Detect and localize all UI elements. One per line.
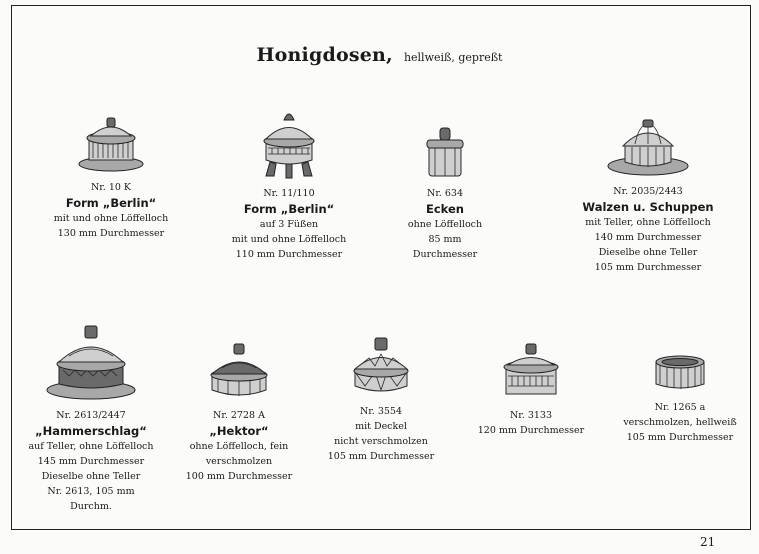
product-item [26, 322, 156, 514]
product-item [395, 124, 495, 262]
item-desc-line: mit Teller, ohne Löffelloch [585, 217, 711, 228]
item-desc-line: 145 mm Durchmesser [37, 456, 145, 467]
honey-jar-3133-image [500, 342, 562, 402]
item-desc-line: auf 3 Füßen [259, 219, 319, 230]
item-number: Nr. 2035/2443 [613, 186, 683, 197]
item-name: „Hammerschlag“ [35, 424, 147, 438]
item-desc-line: 130 mm Durchmesser [57, 228, 165, 239]
title-sub: hellweiß, gepreßt [403, 51, 503, 64]
product-item [573, 116, 723, 275]
page-title [0, 44, 759, 66]
item-desc-line: 85 mm Durchmesser [412, 234, 478, 260]
item-desc-line: ohne Löffelloch, fein [189, 441, 289, 452]
item-number: Nr. 11/110 [263, 188, 315, 199]
item-desc-line: 100 mm Durchmesser [185, 471, 293, 482]
item-number: Nr. 634 [427, 188, 463, 199]
item-desc-line: ohne Löffelloch [407, 219, 483, 230]
product-item [36, 112, 186, 241]
item-desc-line: 110 mm Durchmesser [235, 249, 343, 260]
item-desc-line: verschmolzen, hellweiß [623, 417, 737, 428]
honey-jar-hektor-image [206, 342, 272, 402]
item-desc-line: 105 mm Durchmesser [594, 262, 702, 273]
product-item [476, 342, 586, 438]
item-name: Walzen u. Schuppen [582, 200, 714, 214]
item-desc-line: mit Deckel [355, 421, 407, 432]
item-desc-line: nicht verschmolzen [334, 436, 428, 447]
item-number: Nr. 2728 A [213, 410, 265, 421]
product-item [326, 336, 436, 464]
item-desc-line: mit und ohne Löffelloch [53, 213, 169, 224]
honey-jar-berlin-footed-image [256, 106, 322, 180]
item-desc-line: Nr. 2613, 105 mm Durchm. [47, 486, 135, 512]
item-number: Nr. 3554 [359, 406, 403, 417]
honey-jar-3554-image [349, 336, 413, 398]
honey-jar-walzen-plate-image [605, 116, 691, 178]
item-desc-line: Dieselbe ohne Teller [41, 471, 141, 482]
item-number: Nr. 3133 [509, 410, 553, 421]
item-name: Ecken [426, 202, 464, 216]
honey-jar-ecken-image [423, 124, 467, 180]
item-number: Nr. 2613/2447 [56, 410, 126, 421]
product-item [620, 350, 740, 445]
item-number: Nr. 10 K [90, 182, 132, 193]
item-desc-line: 105 mm Durchmesser [626, 432, 734, 443]
honey-jar-hammerschlag-plate-image [43, 322, 139, 402]
item-name: Form „Berlin“ [243, 202, 335, 216]
item-desc-line: mit und ohne Löffelloch [231, 234, 347, 245]
item-number: Nr. 1265 a [654, 402, 706, 413]
item-desc-line: 140 mm Durchmesser [594, 232, 702, 243]
item-name: „Hektor“ [209, 424, 269, 438]
honey-jar-1265a-image [650, 350, 710, 394]
product-item [184, 342, 294, 484]
page-number: 21 [700, 535, 716, 549]
honey-jar-berlin-plate-image [76, 112, 146, 174]
item-name: Form „Berlin“ [65, 196, 157, 210]
item-desc-line: 105 mm Durchmesser [327, 451, 435, 462]
item-desc-line: Dieselbe ohne Teller [598, 247, 698, 258]
item-desc-line: verschmolzen [205, 456, 273, 467]
item-desc-line: 120 mm Durchmesser [477, 425, 585, 436]
title-main: Honigdosen, [256, 44, 393, 66]
product-item [214, 106, 364, 262]
item-desc-line: auf Teller, ohne Löffelloch [28, 441, 154, 452]
